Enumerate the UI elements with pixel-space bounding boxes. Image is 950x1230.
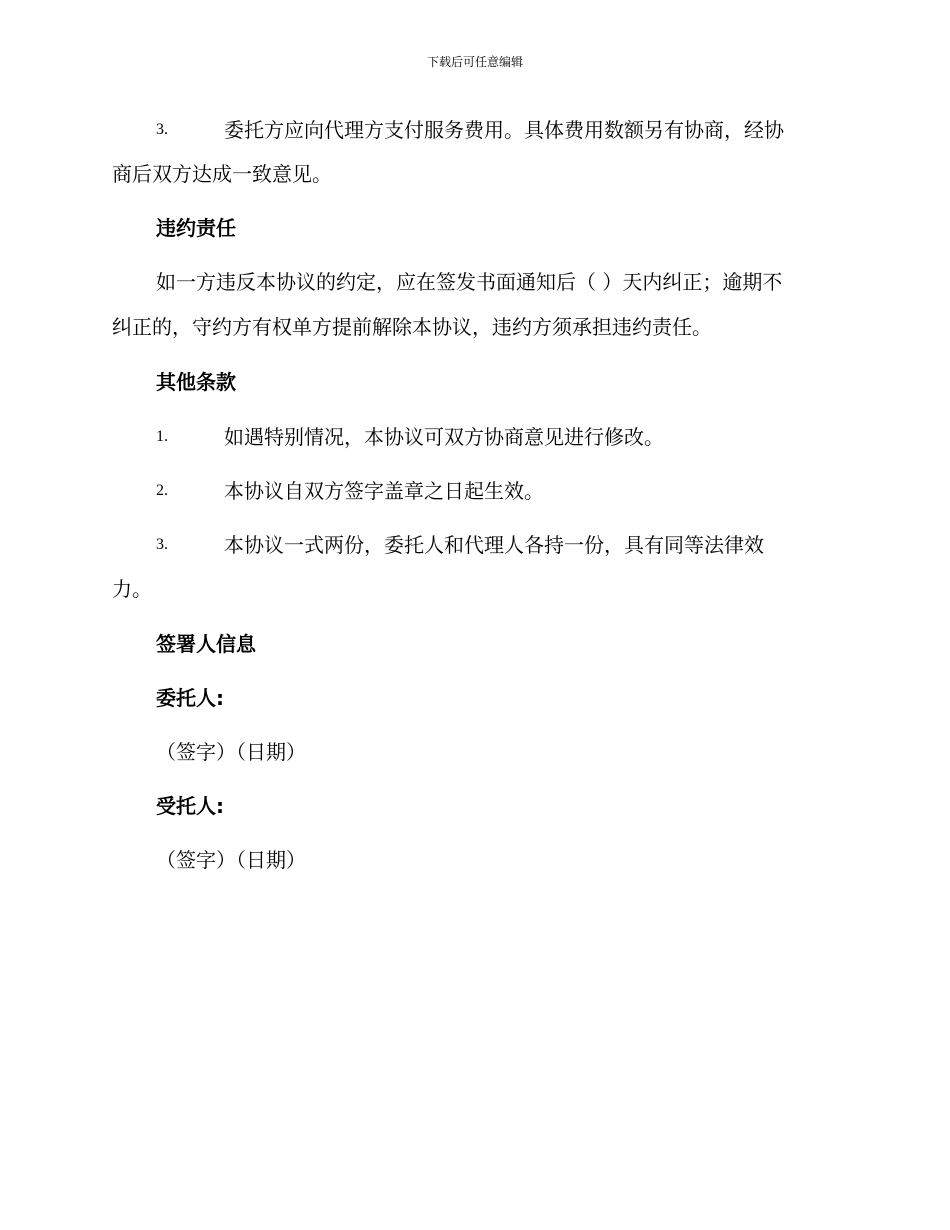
agent-sign-date-line: （签字）（日期）: [156, 848, 306, 872]
agent-label: 受托人:: [156, 794, 224, 818]
other-terms-heading: 其他条款: [156, 370, 236, 394]
signatures-heading: 签署人信息: [156, 632, 256, 656]
other-term-text-1: 如遇特别情况，本协议可双方协商意见进行修改。: [224, 425, 664, 449]
principal-label: 委托人:: [156, 686, 224, 710]
header-note: 下载后可任意编辑: [426, 55, 523, 69]
payment-line-1: 委托方应向代理方支付服务费用。具体费用数额另有协商，经协: [224, 118, 784, 142]
breach-line-2: 纠正的，守约方有权单方提前解除本协议，违约方须承担违约责任。: [112, 315, 712, 339]
other-term-text-2: 本协议自双方签字盖章之日起生效。: [224, 479, 544, 503]
payment-number: 3.: [156, 121, 168, 138]
payment-line-2: 商后双方达成一致意见。: [112, 162, 332, 186]
other-term-number-2: 2.: [156, 482, 168, 499]
other-term-text-3: 本协议一式两份，委托人和代理人各持一份，具有同等法律效: [224, 533, 764, 557]
breach-heading: 违约责任: [156, 216, 236, 240]
principal-sign-date-line: （签字）（日期）: [156, 740, 306, 764]
other-term-text-3-continuation: 力。: [112, 577, 152, 601]
other-term-number-3: 3.: [156, 536, 168, 553]
breach-line-1: 如一方违反本协议的约定，应在签发书面通知后（ ）天内纠正；逾期不: [156, 270, 783, 294]
other-term-number-1: 1.: [156, 428, 168, 445]
